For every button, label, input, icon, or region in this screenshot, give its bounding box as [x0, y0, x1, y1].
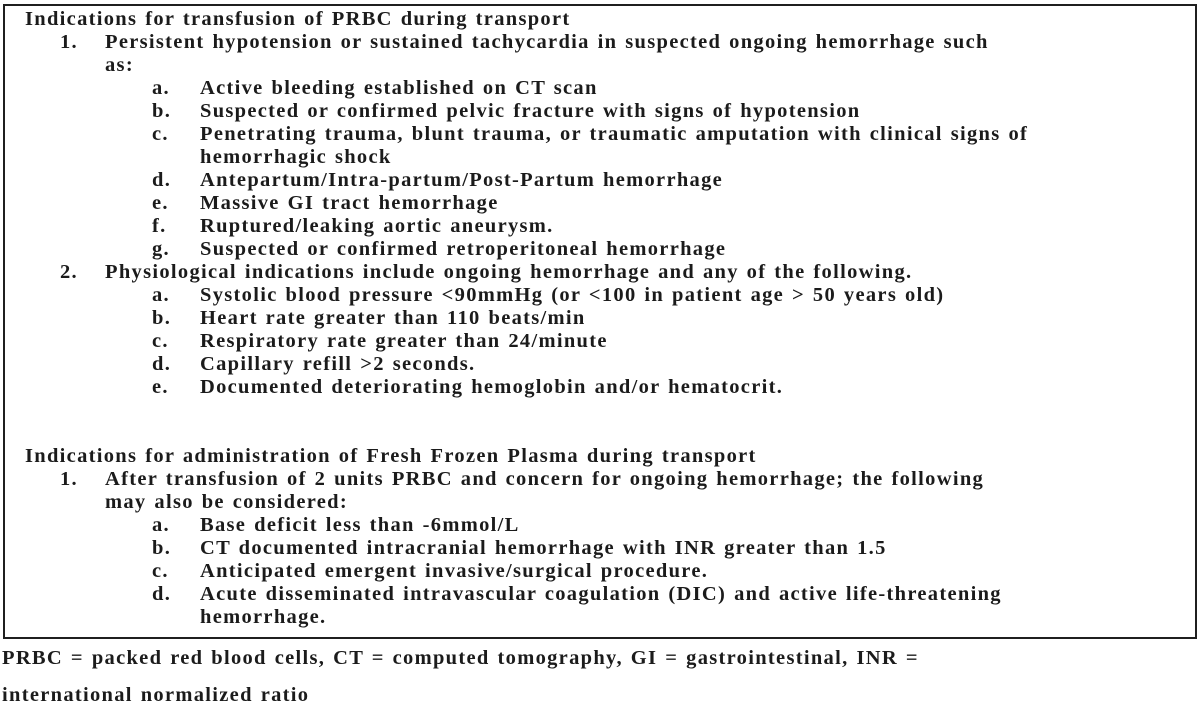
list-item-line: Ruptured/leaking aortic aneurysm.	[200, 215, 554, 237]
footnote-line: PRBC = packed red blood cells, CT = computed tomography, GI = gastrointestinal, INR =	[2, 647, 919, 669]
list-marker: 1.	[60, 31, 78, 53]
section-title: Indications for administration of Fresh Frozen Plasma during transport	[25, 445, 757, 467]
list-item-line: Suspected or confirmed pelvic fracture with signs of hypotension	[200, 100, 861, 122]
list-item-line: CT documented intracranial hemorrhage with INR greater than 1.5	[200, 537, 887, 559]
list-item-line: Persistent hypotension or sustained tachycardia in suspected ongoing hemorrhage such	[105, 31, 989, 53]
list-item	[60, 468, 1187, 514]
list-item	[152, 330, 1187, 353]
list-marker: f.	[152, 215, 167, 237]
list-item-line: Base deficit less than -6mmol/L	[200, 514, 520, 536]
table-box	[3, 4, 1197, 639]
section-prbc	[25, 8, 1187, 399]
list-item	[152, 514, 1187, 537]
list-item-line: Suspected or confirmed retroperitoneal hemorrhage	[200, 238, 727, 260]
abbreviation-footnote	[2, 647, 1200, 707]
list-item-line: Penetrating trauma, blunt trauma, or traumatic amputation with clinical signs of	[200, 123, 1029, 145]
list-marker: 1.	[60, 468, 78, 490]
list-item-line: Acute disseminated intravascular coagulation (DIC) and active life-threatening	[200, 583, 1002, 605]
list-item	[152, 307, 1187, 330]
section-title: Indications for transfusion of PRBC during transport	[25, 8, 571, 30]
list-item-line: After transfusion of 2 units PRBC and concern for ongoing hemorrhage; the following	[105, 468, 985, 490]
list-item	[60, 261, 1187, 284]
list-item	[152, 215, 1187, 238]
list-marker: b.	[152, 100, 172, 122]
list-marker: e.	[152, 192, 169, 214]
list-item-line: Massive GI tract hemorrhage	[200, 192, 499, 214]
list-marker: g.	[152, 238, 170, 260]
list-marker: e.	[152, 376, 169, 398]
list-marker: b.	[152, 307, 172, 329]
list-item-line: Heart rate greater than 110 beats/min	[200, 307, 586, 329]
list-marker: a.	[152, 514, 170, 536]
list-marker: d.	[152, 583, 172, 605]
list-marker: a.	[152, 77, 170, 99]
list-item-line: Antepartum/Intra-partum/Post-Partum hemorrhage	[200, 169, 724, 191]
list-item	[152, 123, 1187, 169]
list-item-line: hemorrhage.	[200, 606, 327, 628]
list-marker: 2.	[60, 261, 78, 283]
list-item-line: Capillary refill >2 seconds.	[200, 353, 476, 375]
list-item	[60, 31, 1187, 77]
list-item-line: Systolic blood pressure <90mmHg (or <100 in patient age > 50 years old)	[200, 284, 945, 306]
list-marker: c.	[152, 330, 169, 352]
footnote-line: international normalized ratio	[2, 684, 310, 706]
list-item-line: Anticipated emergent invasive/surgical procedure.	[200, 560, 709, 582]
list-item	[152, 192, 1187, 215]
list-item	[152, 583, 1187, 629]
list-marker: a.	[152, 284, 170, 306]
section-ffp	[25, 445, 1187, 629]
list-item-line: hemorrhagic shock	[200, 146, 392, 168]
list-marker: b.	[152, 537, 172, 559]
list-item-line: Physiological indications include ongoing hemorrhage and any of the following.	[105, 261, 913, 283]
list-marker: d.	[152, 169, 172, 191]
list-marker: c.	[152, 560, 169, 582]
list-item	[152, 353, 1187, 376]
list-item	[152, 238, 1187, 261]
list-item-line: as:	[105, 54, 134, 76]
list-item	[152, 537, 1187, 560]
list-item	[152, 560, 1187, 583]
list-item	[152, 284, 1187, 307]
list-item	[152, 169, 1187, 192]
list-item-line: Documented deteriorating hemoglobin and/or hematocrit.	[200, 376, 784, 398]
list-item-line: Active bleeding established on CT scan	[200, 77, 598, 99]
list-item-line: may also be considered:	[105, 491, 349, 513]
list-item	[152, 77, 1187, 100]
list-item	[152, 100, 1187, 123]
list-marker: c.	[152, 123, 169, 145]
list-marker: d.	[152, 353, 172, 375]
list-item	[152, 376, 1187, 399]
list-item-line: Respiratory rate greater than 24/minute	[200, 330, 608, 352]
